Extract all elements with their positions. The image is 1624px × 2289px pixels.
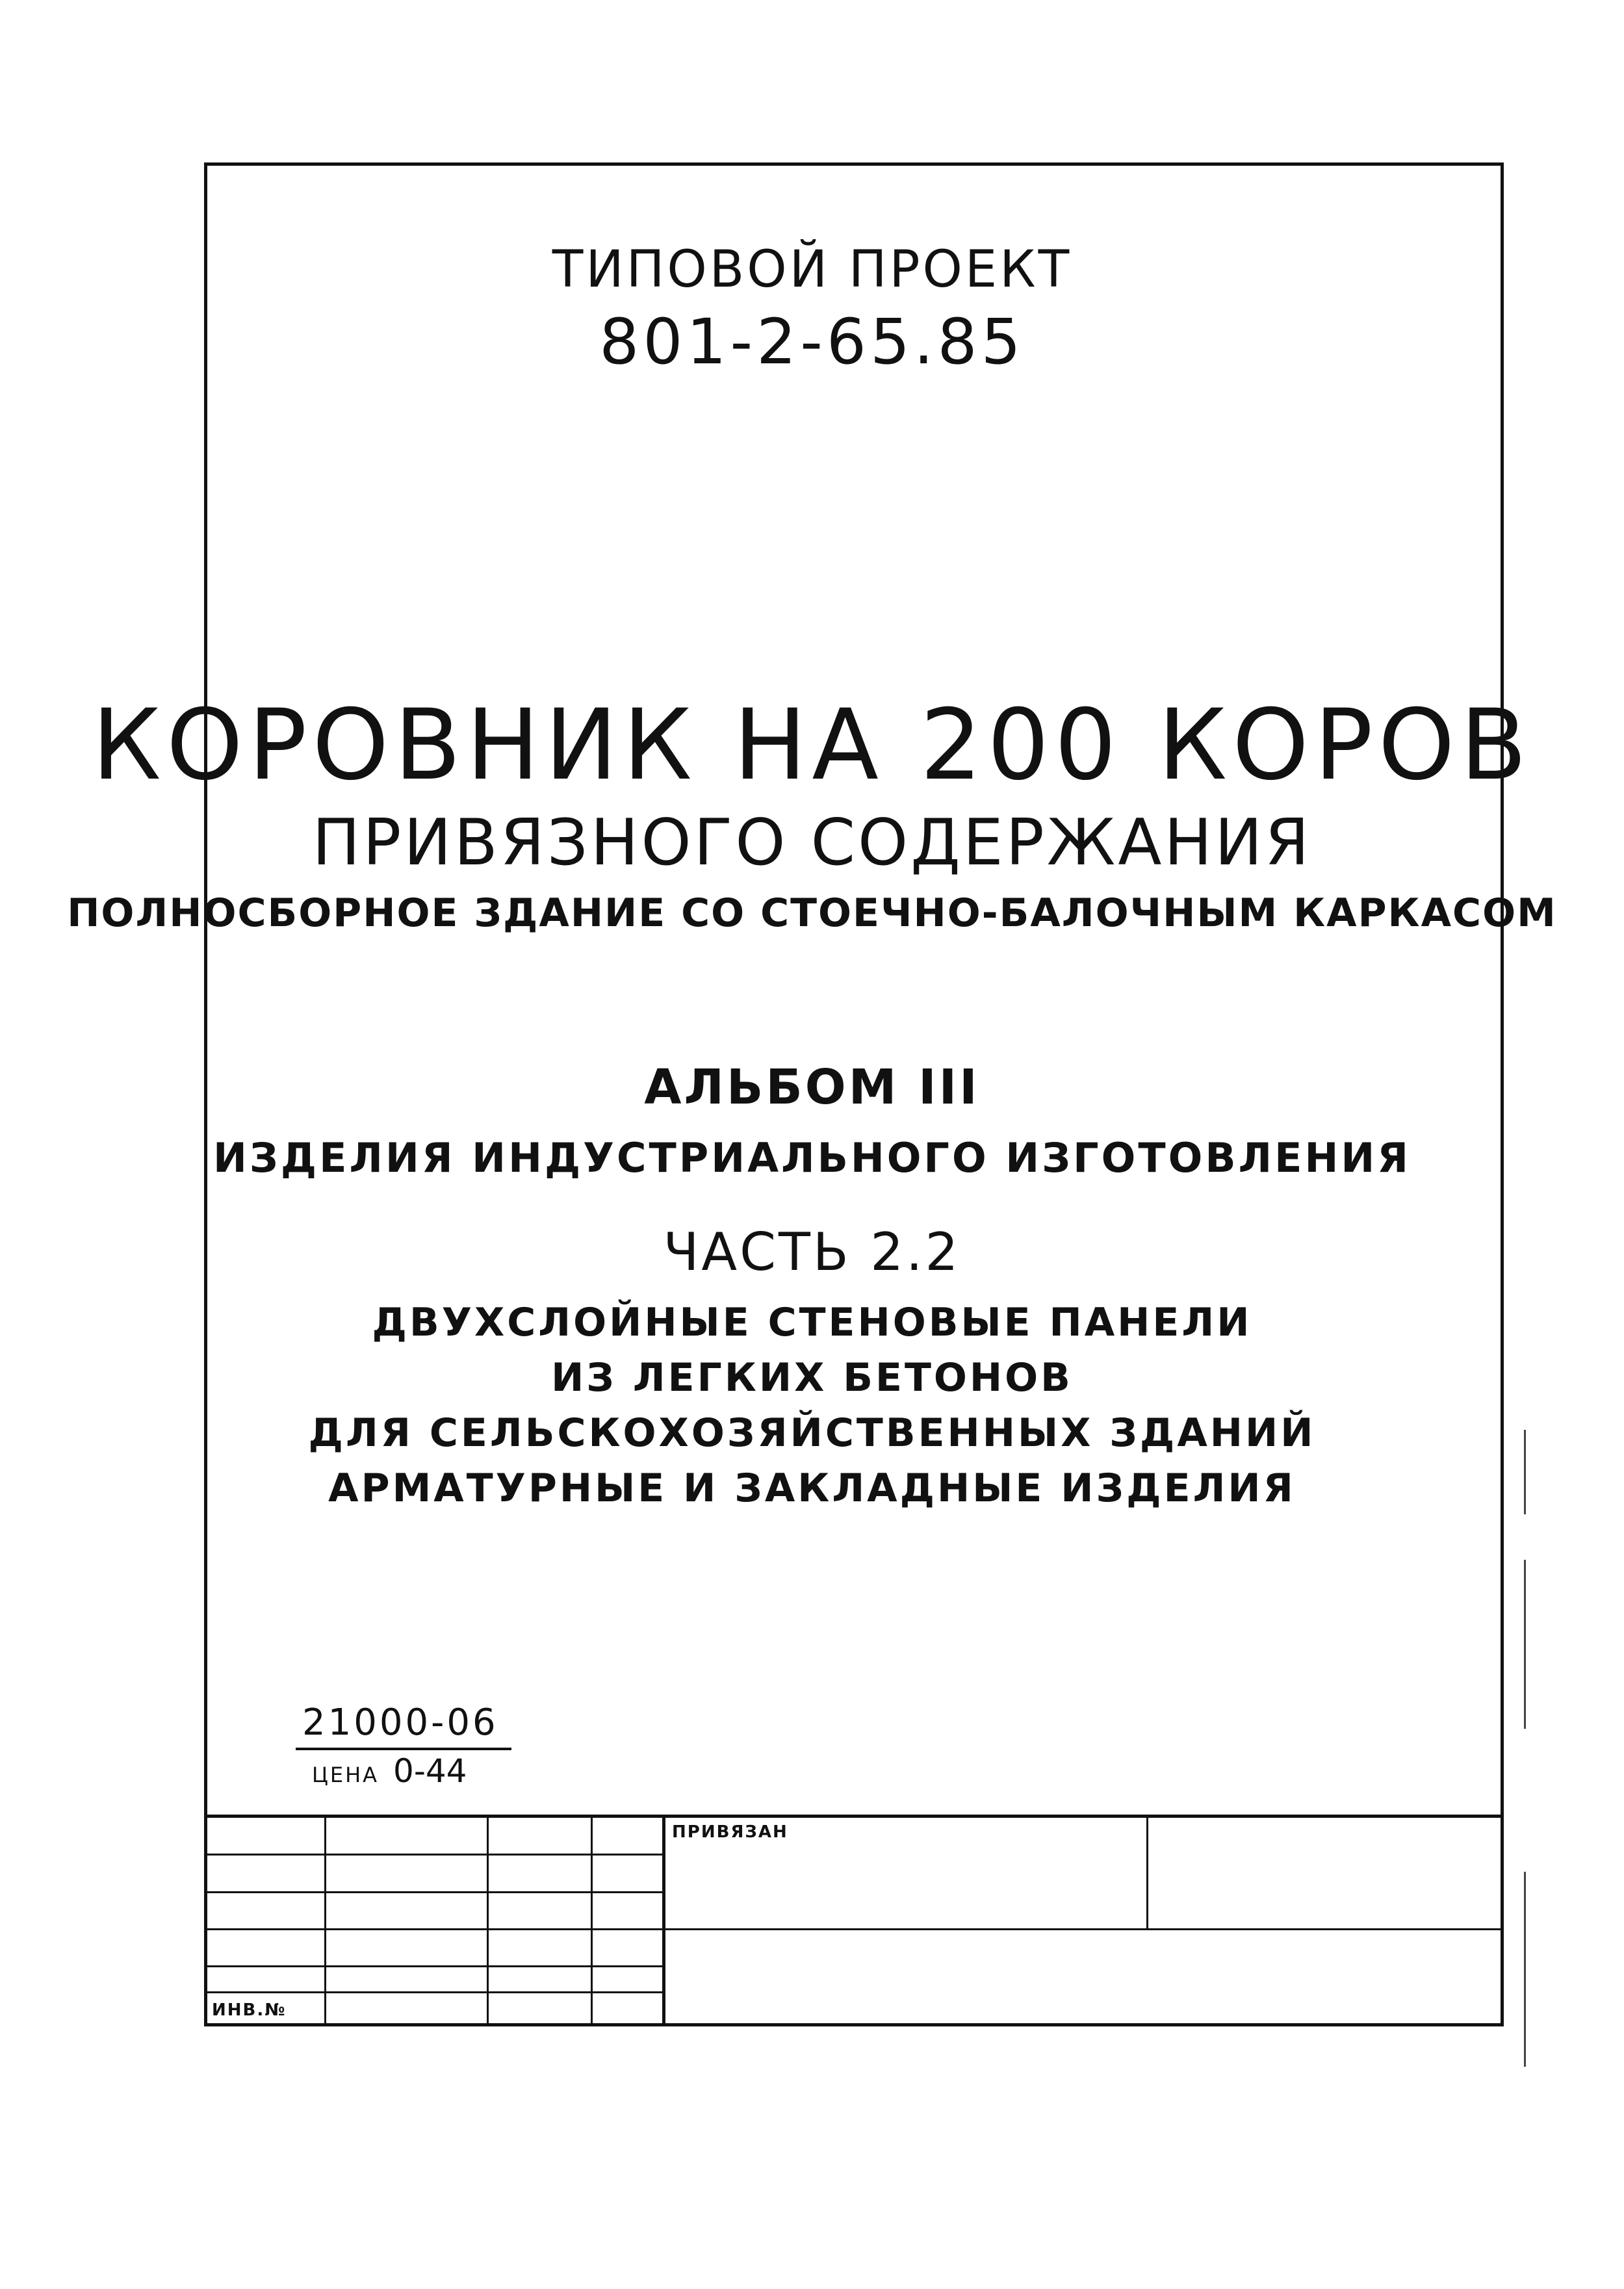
inventory-label: ИНВ.№ [212, 2000, 287, 2020]
stamp-divider [324, 1815, 326, 2026]
bound-label: ПРИВЯЗАН [672, 1822, 788, 1842]
stamp-top-border [204, 1815, 1504, 1818]
album-subtitle: ИЗДЕЛИЯ ИНДУСТРИАЛЬНОГО ИЗГОТОВЛЕНИЯ [213, 1134, 1411, 1182]
scan-edge-mark [1524, 1872, 1526, 2067]
stamp-divider [662, 1815, 665, 2026]
catalog-number: 21000-06 [296, 1701, 511, 1750]
scan-edge-mark [1524, 1430, 1526, 1514]
stamp-divider [487, 1815, 489, 2026]
part-line: АРМАТУРНЫЕ И ЗАКЛАДНЫЕ ИЗДЕЛИЯ [328, 1466, 1296, 1511]
title-block-stamp [204, 1815, 1504, 2026]
stamp-row-line [204, 1854, 664, 1856]
part-line: ИЗ ЛЕГКИХ БЕТОНОВ [551, 1355, 1073, 1401]
price-value: 0-44 [393, 1752, 467, 1790]
part-line: ДЛЯ СЕЛЬСКОХОЗЯЙСТВЕННЫХ ЗДАНИЙ [308, 1410, 1316, 1456]
price [312, 1752, 467, 1790]
stamp-row-line [204, 1965, 664, 1967]
scan-edge-mark [1524, 1560, 1526, 1729]
part-label: ЧАСТЬ 2.2 [663, 1222, 961, 1282]
album-label: АЛЬБОМ III [644, 1059, 980, 1115]
part-line: ДВУХСЛОЙНЫЕ СТЕНОВЫЕ ПАНЕЛИ [372, 1300, 1252, 1345]
document-type-label: ТИПОВОЙ ПРОЕКТ [552, 240, 1072, 299]
stamp-row-line [204, 1928, 1504, 1930]
building-description: ПОЛНОСБОРНОЕ ЗДАНИЕ СО СТОЕЧНО-БАЛОЧНЫМ КАРКАСОМ [67, 890, 1557, 936]
stamp-divider [1146, 1815, 1148, 1928]
main-title: КОРОВНИК НА 200 КОРОВ [92, 689, 1532, 802]
stamp-row-line [204, 1891, 664, 1893]
stamp-divider [591, 1815, 593, 2026]
stamp-row-line [204, 1991, 664, 1993]
project-number: 801-2-65.85 [599, 305, 1025, 378]
main-subtitle: ПРИВЯЗНОГО СОДЕРЖАНИЯ [312, 806, 1312, 880]
price-label: ЦЕНА [312, 1763, 380, 1787]
